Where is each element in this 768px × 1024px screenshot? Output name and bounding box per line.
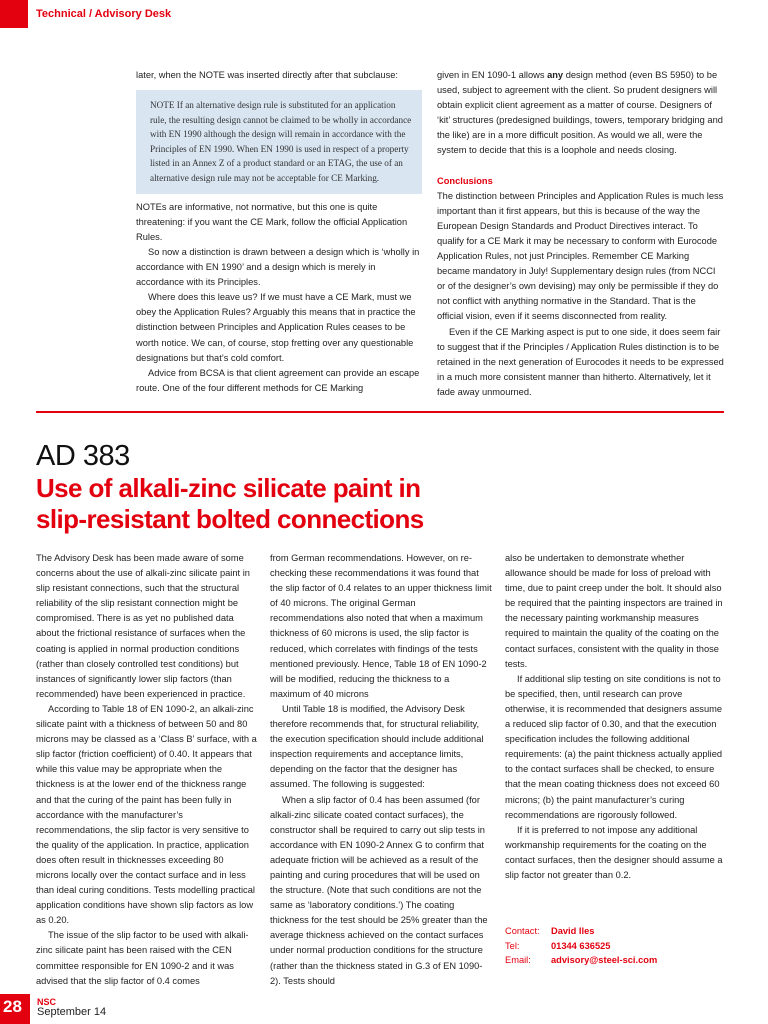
section-label: Technical / Advisory Desk [36,8,172,20]
tel-value: 01344 636525 [551,940,611,951]
email-label: Email: [505,955,531,965]
paragraph: also be undertaken to demonstrate whether allowance should be made for loss of preload with time, due to paint creep under the bolt. It should also be required that the painting inspectors are trained in the necessary painting workmanship measures required to maintain the quality of the coating on the contact surfaces, consistent with the quality in those tests. [505,553,723,669]
text-run: given in EN 1090-1 allows [437,70,548,80]
paragraph [437,68,724,159]
paragraph: from German recommendations. However, on re-checking these recommendations it was found that the slip factor of 0.4 relates to an upper thickness limit of 40 microns. The original German recommendations also noted that when a maximum thickness of 60 microns is used, the slip factor is reduced, which correlates with findings of the tests mentioned previously. Hence, Table 18 of EN 1090-2 will be modified, reducing the thickness to a maximum of 40 microns [270,553,492,699]
paragraph: So now a distinction is drawn between a design which is ‘wholly in accordance with EN 1990’ and a design which is merely in accordance with its Principles. [136,246,420,288]
header-red-block [0,0,28,28]
page-number: 28 [3,997,22,1016]
title-line: Use of alkali-zinc silicate paint in [36,473,421,503]
contact-block [505,924,657,968]
paragraph: Even if the CE Marking aspect is put to one side, it does seem fair to suggest that if the Principles / Application Rules distinction is to be retained in the next generation of Eurocodes it needs to be expressed in a much more consistent manner than hitherto. Alternatively, let it fade away unmourned. [437,326,724,397]
title-line: slip-resistant bolted connections [36,504,424,534]
top-right-column [437,68,724,400]
paragraph: The issue of the slip factor to be used with alkali-zinc silicate paint has been raised with the CEN committee responsible for EN 1090-2 and it was advised that the slip factor of 0.4 comes [36,930,249,986]
article-column-1 [36,551,257,989]
issue-date: September 14 [37,1006,107,1018]
email-row [505,953,657,968]
intro-paragraph: later, when the NOTE was inserted directly after that subclause: [136,70,398,80]
article-column-2 [270,551,492,989]
email-link[interactable]: advisory@steel-sci.com [551,955,658,965]
paragraph: Where does this leave us? If we must have a CE Mark, must we obey the Application Rules? Arguably this means that in practice the distinction between Principles and Application Rules ceases to be worth notice. We can, of course, stop fretting over any questionable designations but that’s cold comfort. [136,292,416,363]
paragraph: Until Table 18 is modified, the Advisory Desk therefore recommends that, for structural reliability, the execution specification should include additional inspection requirements and acceptance limits, depending on the factor that the designer has assumed. The following is suggested: [270,703,484,790]
paragraph: When a slip factor of 0.4 has been assumed (for alkali-zinc silicate coated contact surfaces), the constructor shall be required to carry out slip tests in accordance with EN 1090-2 Annex G to confirm that adequate friction will be achieved as a result of the painting and curing procedures that will be used on the structure. (Note that such conditions are not the same as ‘laboratory conditions.’) The coating thickness for the test should be 25% greater than the average thickness achieved on the contact surfaces under normal production conditions for the structure (rather than the thickness stated in G.3 of EN 1090-2). Tests should [270,794,488,986]
top-left-column [136,68,422,396]
paragraph: The Advisory Desk has been made aware of some concerns about the use of alkali-zinc silicate paint in slip resistant connections, such that the structural reliability of the slip resistant connection might be compromised. There is as yet no published data about the frictional resistance of surfaces when the coating is applied in normal production conditions (rather than closely controlled test conditions) but instances of significantly lower slip factors (than recommended) have been experienced in practice. [36,553,250,699]
paragraph: NOTEs are informative, not normative, but this one is quite threatening: if you want the CE Mark, follow the official Application Rules. [136,201,408,242]
publication-logo: NSC [37,997,57,1007]
tel-row [505,939,657,954]
note-text: NOTE If an alternative design rule is substituted for an application rule, the resulting design cannot be claimed to be wholly in accordance with EN 1990 although the design will remain in accordance with the Principles of EN 1990. When EN 1990 is used in respect of a property listed in an Annex Z of a product standard or an ETAG, the use of an alternative design rule may not be acceptable for CE Marking. [150,100,412,184]
note-box [136,90,422,194]
article-number: AD 383 [36,440,130,472]
article-title [36,473,424,535]
contact-label: Contact: [505,926,540,936]
text-run: design method (even BS 5950) to be used, subject to agreement with the client. So prudent designers will obtain explicit client agreement as a matter of course. Designers of ‘kit’ structures (predesigned buildings, towers, temporary bridging and the like) are in a more difficult position. As would we all, were the system to decide that this is a loophole and needs closing. [437,70,723,156]
tel-label: Tel: [505,940,520,951]
article-column-3 [505,551,724,883]
paragraph: According to Table 18 of EN 1090-2, an alkali-zinc silicate paint with a thickness of between 50 and 80 microns may be classed as a ‘Class B’ surface, with a slip factor (friction coefficient) of 0.40. It appears that while this value may be appropriate when the thickness is at the lower end of the thickness range and that the curing of the paint has been fully in accordance with the manufacturer’s recommendations, the slip factor is very sensitive to the quality of the application. In practice, application does often result in thicknesses exceeding 80 microns locally over the contact surface and in less than ideal curing conditions. Tests modelling practical application conditions have shown slip factors as low as 0.20. [36,703,257,926]
bold-text: any [547,70,564,80]
paragraph: If additional slip testing on site conditions is not to be specified, then, until research can prove otherwise, it is recommended that designers assume a reduced slip factor of 0.30, and that the execution specification includes the following additional requirements: (a) the paint thickness actually applied to the contact surfaces shall be checked, to ensure that the mean coating thickness does not exceed 60 microns; (b) the paint manufacturer’s curing recommendations are rigorously followed. [505,673,723,820]
paragraph: Advice from BCSA is that client agreement can provide an escape route. One of the four different methods for CE Marking [136,367,420,393]
section-divider [36,411,724,413]
contact-name: David Iles [551,926,595,936]
paragraph: The distinction between Principles and Application Rules is much less important than it first appears, but this is because of the way the European Design Standards and Product Directives interact. To qualify for a CE Mark it may be necessary to conform with Eurocode Application Rules, not just Principles. Remember CE Marking became mandatory in July! Supplementary design rules (from NCCI or of the designer’s own devising) may only be permissible if they do not conflict with anything normative in the Standard. That is the official vision, even if it seems disconnected from reality. [437,190,724,322]
conclusions-heading: Conclusions [437,175,493,186]
paragraph: If it is preferred to not impose any additional workmanship requirements for the coating on the contact surfaces, then the designer should assume a slip factor not greater than 0.2. [505,824,723,880]
contact-row [505,924,657,939]
